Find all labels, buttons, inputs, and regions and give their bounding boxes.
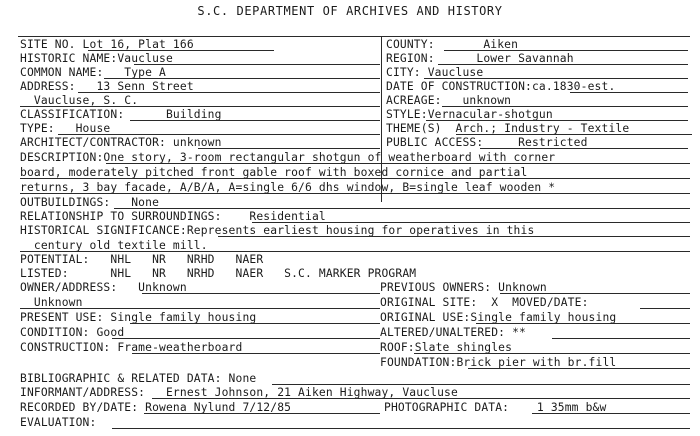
underline: [78, 92, 380, 93]
underline: [20, 178, 690, 179]
bibliographic-field: BIBLIOGRAPHIC & RELATED DATA: None: [20, 372, 257, 385]
underline: [570, 92, 688, 93]
underline: [414, 353, 690, 354]
underline: [130, 323, 380, 324]
description-line-2: board, moderately pitched front gable roof with boxed cornice and partial: [20, 166, 528, 179]
underline: [456, 134, 692, 135]
underline: [468, 368, 690, 369]
original-site-field: ORIGINAL SITE: X MOVED/DATE:: [380, 296, 589, 309]
underline: [218, 236, 690, 237]
present-use-field: PRESENT USE: Single family housing: [20, 311, 257, 324]
underline: [142, 293, 380, 294]
historic-name-field: HISTORIC NAME:Vaucluse: [20, 52, 173, 65]
underline: [424, 78, 688, 79]
underline: [20, 308, 380, 309]
date-of-construction-field: DATE OF CONSTRUCTION:ca.1830-est.: [386, 80, 616, 93]
relationship-field: RELATIONSHIP TO SURROUNDINGS: Residential: [20, 210, 326, 223]
underline: [114, 208, 690, 209]
roof-field: ROOF:Slate shingles: [380, 341, 513, 354]
outbuildings-field: OUTBUILDINGS: None: [20, 196, 160, 209]
underline: [480, 148, 688, 149]
underline: [252, 222, 690, 223]
region-field: REGION: Lower Savannah: [386, 52, 574, 65]
description-line-1: DESCRIPTION:One story, 3-room rectangular shotgun of weatherboard with corner: [20, 151, 556, 164]
underline: [500, 293, 690, 294]
underline: [552, 338, 690, 339]
historical-significance-line-2: century old textile mill.: [20, 239, 208, 252]
city-field: CITY: Vaucluse: [386, 66, 484, 79]
underline: [104, 78, 380, 79]
condition-field: CONDITION: Good: [20, 326, 125, 339]
previous-owners-field: PREVIOUS OWNERS: Unknown: [380, 281, 547, 294]
underline: [640, 308, 690, 309]
underline: [58, 134, 380, 135]
county-field: COUNTY: Aiken: [386, 38, 519, 51]
underline: [20, 193, 690, 194]
address-field: ADDRESS: 13 Senn Street: [20, 80, 194, 93]
listed-field: LISTED: NHL NR NRHD NAER S.C. MARKER PROGRAM: [20, 267, 417, 280]
underline: [152, 398, 690, 399]
underline: [130, 120, 380, 121]
altered-field: ALTERED/UNALTERED: **: [380, 326, 526, 339]
construction-field: CONSTRUCTION: Frame-weatherboard: [20, 341, 243, 354]
owner-address-field: OWNER/ADDRESS: Unknown: [20, 281, 187, 294]
underline: [20, 106, 380, 107]
underline: [532, 413, 690, 414]
public-access-field: PUBLIC ACCESS: Restricted: [386, 136, 588, 149]
underline: [20, 251, 690, 252]
underline: [444, 50, 688, 51]
underline: [442, 106, 688, 107]
underline: [132, 353, 380, 354]
foundation-field: FOUNDATION:Brick pier with br.fill: [380, 356, 617, 369]
underline: [112, 338, 380, 339]
form-header: S.C. DEPARTMENT OF ARCHIVES AND HISTORY: [197, 4, 503, 18]
description-line-3: returns, 3 bay facade, A/B/A, A=single 6/6 dhs window, B=single leaf wooden *: [20, 181, 556, 194]
common-name-field: COMMON NAME: Type A: [20, 66, 166, 79]
recorded-by-field: RECORDED BY/DATE: Rowena Nylund 7/12/85: [20, 401, 292, 414]
historical-significance-line-1: HISTORICAL SIGNIFICANCE:Represents earliest housing for operatives in this: [20, 224, 535, 237]
underline: [106, 163, 690, 164]
site-no-field: SITE NO. Lot 16, Plat 166: [20, 38, 194, 51]
architect-field: ARCHITECT/CONTRACTOR: unknown: [20, 136, 222, 149]
underline: [272, 384, 690, 385]
underline: [426, 120, 688, 121]
original-use-field: ORIGINAL USE:Single family housing: [380, 311, 617, 324]
evaluation-field: EVALUATION:: [20, 416, 97, 429]
potential-field: POTENTIAL: NHL NR NRHD NAER: [20, 253, 264, 266]
underline: [438, 64, 688, 65]
classification-field: CLASSIFICATION: Building: [20, 108, 222, 121]
address-line-2: Vaucluse, S. C.: [20, 94, 139, 107]
type-field: TYPE: House: [20, 122, 111, 135]
underline: [88, 50, 274, 51]
owner-address-line-2: Unknown: [20, 296, 83, 309]
underline: [476, 323, 690, 324]
themes-field: THEME(S) Arch.; Industry - Textile: [386, 122, 630, 135]
acreage-field: ACREAGE: unknown: [386, 94, 512, 107]
informant-field: INFORMANT/ADDRESS: Ernest Johnson, 21 Aiken Highway, Vaucluse: [20, 386, 458, 399]
style-field: STYLE:Vernacular-shotgun: [386, 108, 553, 121]
form-top-border: [18, 36, 690, 37]
underline: [112, 428, 690, 429]
underline: [134, 64, 380, 65]
photographic-data-field: PHOTOGRAPHIC DATA: 1 35mm b&w: [384, 401, 607, 414]
underline: [198, 148, 380, 149]
underline: [144, 413, 380, 414]
